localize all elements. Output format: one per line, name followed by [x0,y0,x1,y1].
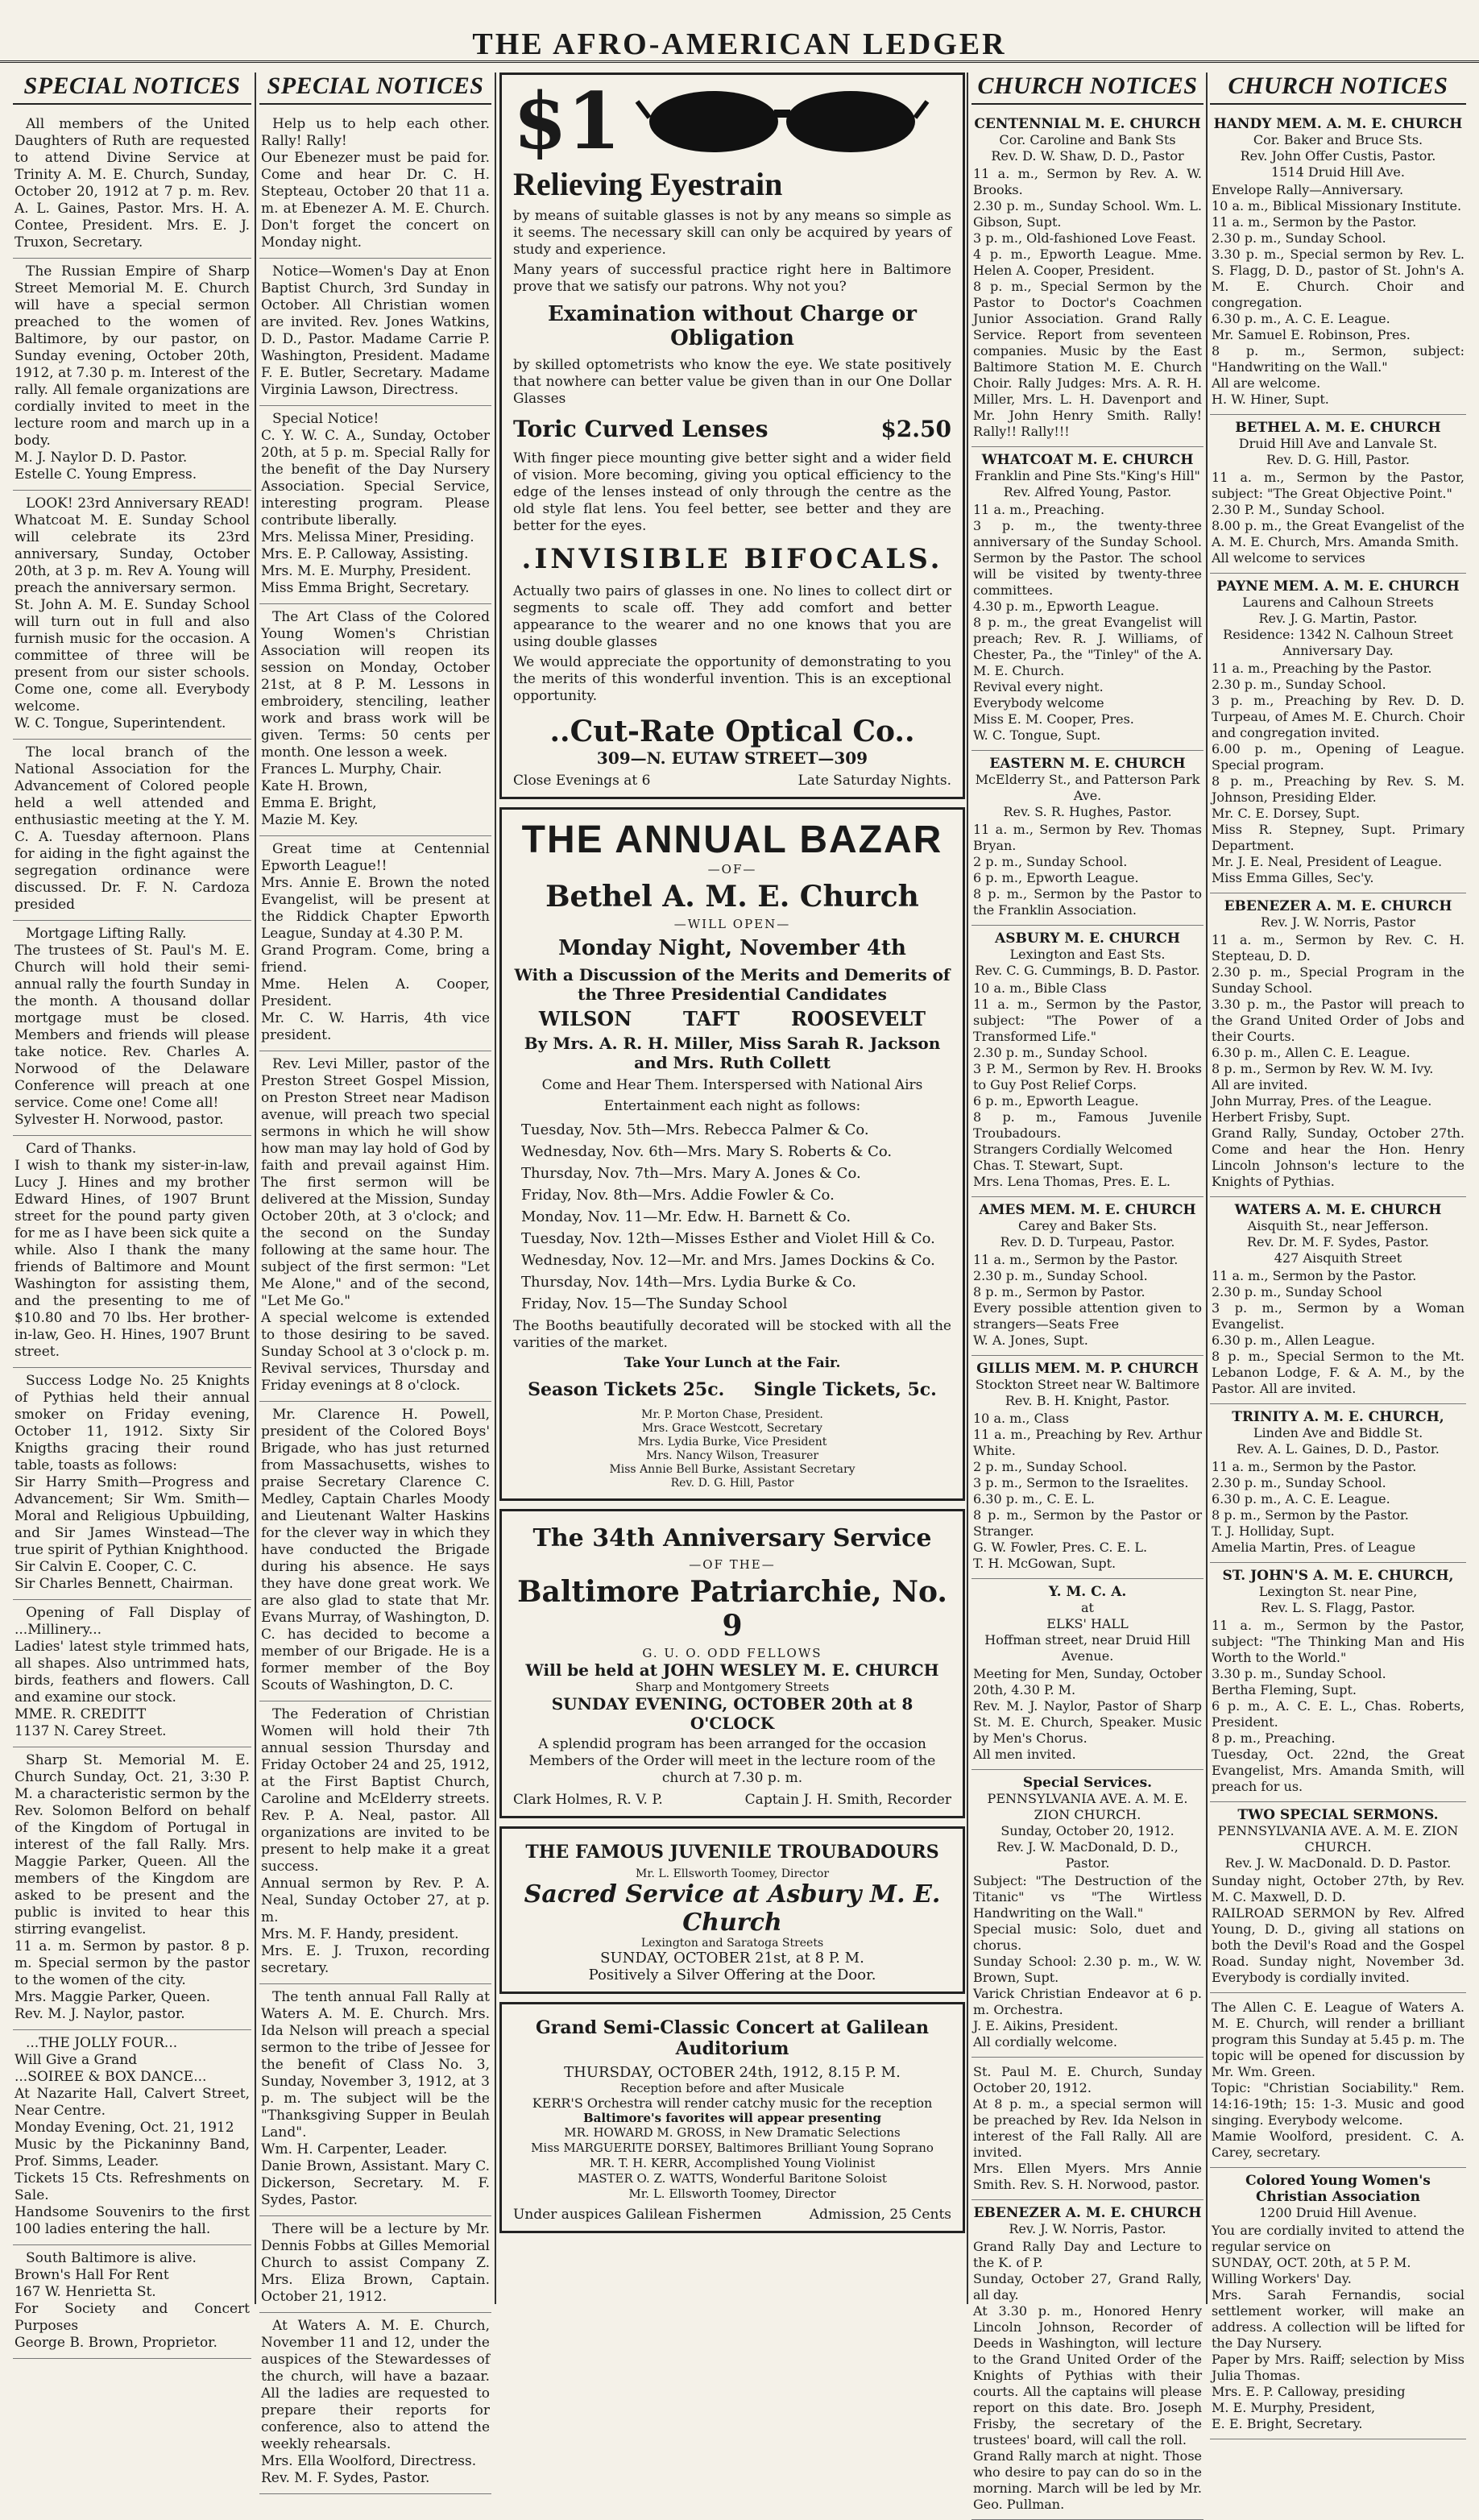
church-address: Druid Hill Ave and Lanvale St. Rev. D. G. Hill, Pastor. [1238,436,1438,467]
church-schedule: 11 a. m., Sermon by Rev. Thomas Bryan. 2 p. m., Sunday School. 6 p. m., Epworth League. 8 p. m., Sermon by the Pastor to the Franklin Association. [973,822,1202,918]
officers-list [513,1408,951,1490]
notice-item: South Baltimore is alive. Brown's Hall For Rent 167 W. Henrietta St. For Society and Concert Purposes George B. Brown, Proprietor. [13,2245,251,2359]
church-schedule: The Allen C. E. League of Waters A. M. E. Church, will render a brilliant program this Sunday at 5.45 p. m. The topic will be opened for discussion by Mr. Wm. Green. Topic: "Christian Sociability." Rem. 14:16-19th; 15: 1-3. Music and good singing. Everybody welcome. Mamie Woolford, president. C. A. Carey, secretary. [1212,2000,1464,2160]
ticket-row [513,1379,951,1400]
notice-item: Success Lodge No. 25 Knights of Pythias held their annual smoker on Friday evening, October 11, 1912. Sixty Sir Knigths gracing their round table, toasts as follows: Sir Harry Smith—Progress and Advancement; Sir Wm. Smith—Moral and Religious Upbuilding, and Sir James Winstead—The true spirit of Pythian Knighthood. Sir Calvin E. Cooper, C. C. Sir Charles Bennett, Chairman. [13,1368,251,1600]
column-header: CHURCH NOTICES [1210,73,1466,105]
candidate-list [513,1007,951,1030]
hours-left: Close Evenings at 6 [513,773,651,789]
church-notice [1210,1993,1466,2168]
officer-entry: Mrs. Grace Westcott, Secretary [642,1422,822,1435]
church-name: EBENEZER A. M. E. CHURCH [973,2205,1202,2221]
night-entry: Thursday, Nov. 7th—Mrs. Mary A. Jones & Co. [521,1165,861,1182]
church-address: Cor. Caroline and Bank Sts Rev. D. W. Shaw, D. D., Pastor [991,132,1184,164]
event-date: Monday Night, November 4th [558,936,906,960]
troubadours-advertisement [499,1826,965,1994]
performer-entry: MASTER O. Z. WATTS, Wonderful Baritone Soloist [578,2171,887,2186]
notice-list [13,111,251,2359]
church-name: EBENEZER A. M. E. CHURCH [1224,898,1452,914]
notice-item: LOOK! 23rd Anniversary READ! Whatcoat M. E. Sunday School will celebrate its 23rd anniversary, Sunday, October 20th, at 3 p. m. Rev A. Young will preach the anniversary sermon. St. John A. M. E. Sunday School will turn out in full and also furnish music for the occasion. A committee of three will be present from our sister schools. Come one, come all. Everybody welcome. W. C. Tongue, Superintendent. [13,491,251,740]
entertainment-label: Entertainment each night as follows: [603,1098,861,1114]
church-notice [1210,415,1466,574]
ad-subheading: Examination without Charge or Obligation [548,302,917,350]
church-name: ST. JOHN'S A. M. E. CHURCH, [1222,1568,1454,1584]
discussion-text: With a Discussion of the Merits and Demerits of the Three Presidential Candidates [514,965,951,1004]
church-address: Laurens and Calhoun Streets Rev. J. G. Martin, Pastor. Residence: 1342 N. Calhoun Street Anniversary Day. [1223,595,1453,658]
notice-item: Special Notice! C. Y. W. C. A., Sunday, October 20th, at 5 p. m. Special Rally for the benefit of the Day Nursery Association. Special Service, interesting program. Please contribute liberally. Mrs. Melissa Miner, Presiding. Mrs. E. P. Calloway, Assisting. Mrs. M. E. Murphy, President. Miss Emma Bright, Secretary. [259,406,491,604]
reception-text: Reception before and after Musicale [619,2081,845,2095]
column-header: SPECIAL NOTICES [13,73,251,105]
notice-item: At Waters A. M. E. Church, November 11 and 12, under the auspices of the Stewardesses of the church, will have a bazaar. All the ladies are requested to prepare their reports for conference, also to attend the weekly rehearsals. Mrs. Ella Woolford, Directress. Rev. M. F. Sydes, Pastor. [259,2313,491,2494]
church-schedule: 10 a. m., Bible Class 11 a. m., Sermon by the Pastor, subject: "The Power of a Transformed Life." 2.30 p. m., Sunday School. 3 P. M., Sermon by Rev. H. Brooks to Guy Post Relief Corps. 6 p. m., Epworth League. 8 p. m., Famous Juvenile Troubadours. Strangers Cordially Welcomed Chas. T. Stewart, Supt. Mrs. Lena Thomas, Pres. E. L. [973,980,1202,1189]
church-address: Franklin and Pine Sts."King's Hill" Rev. Alfred Young, Pastor. [975,468,1200,499]
church-notice [1210,1802,1466,1993]
church-address: Rev. J. W. Norris, Pastor [1261,914,1415,930]
church-schedule: 11 a. m., Sermon by the Pastor. 2.30 p. m., Sunday School 3 p. m., Sermon by a Woman Evangelist. 6.30 p. m., Allen League. 8 p. m., Special Sermon to the Mt. Lebanon Lodge, F. & A. M., by the Pastor. All are invited. [1212,1268,1464,1396]
church-notice [972,447,1204,751]
notice-item: Sharp St. Memorial M. E. Church Sunday, Oct. 21, 3:30 P. M. a characteristic sermon by the Rev. Solomon Belford on behalf of the Kingdom of Portugal in interest of the fall Rally. Mrs. Maggie Parker, Queen. All the members of the Kingdom are asked to be present and the public is invited to hear this stirring evangelist. 11 a. m. Sermon by pastor. 8 p. m. Special sermon by the pastor to the women of the city. Mrs. Maggie Parker, Queen. Rev. M. J. Naylor, pastor. [13,1747,251,2030]
church-address: Lexington St. near Pine, Rev. L. S. Flagg, Pastor. [1258,1584,1418,1615]
church-name: Colored Young Women's Christian Association [1245,2173,1431,2205]
lunch-text: Take Your Lunch at the Fair. [624,1355,841,1371]
church-notice [972,1197,1204,1356]
church-schedule: Envelope Rally—Anniversary. 10 a. m., Biblical Missionary Institute. 11 a. m., Sermon by the Pastor. 2.30 p. m., Sunday School. 3.30 p. m., Special sermon by Rev. L. S. Flagg, D. D., pastor of St. John's A. M. E. Church. Choir and congregation. 6.30 p. m., A. C. E. League. Mr. Samuel E. Robinson, Pres. 8 p. m., Sermon, subject: "Handwriting on the Wall." All are welcome. H. W. Hiner, Supt. [1212,182,1464,407]
ad-headline: The 34th Anniversary Service [532,1524,932,1552]
candidate-name: TAFT [683,1007,740,1030]
performer-entry: Miss MARGUERITE DORSEY, Baltimores Brilliant Young Soprano [531,2141,934,2155]
church-schedule: Grand Rally Day and Lecture to the K. of P. Sunday, October 27, Grand Rally, all day. At 3.30 p. m., Honored Henry Lincoln Johnson, Recorder of Deeds in Washington, will lecture to the Grand United Order of the Knights of Pythias with their courts. All the captains will please report on this date. Bro. Joseph Frisby, the secretary of the trustees' board, will call the roll. Grand Rally march at night. Those who desire to pay can do so in the morning. March will be led by Mr. Geo. Pullman. [973,2239,1202,2512]
notice-item: Great time at Centennial Epworth League!! Mrs. Annie E. Brown the noted Evangelist, will be present at the Riddick Chapter Epworth League, Sunday at 4.30 P. M. Grand Program. Come, bring a friend. Mme. Helen A. Cooper, President. Mr. C. W. Harris, 4th vice president. [259,836,491,1051]
notice-item: Mr. Clarence H. Powell, president of the Colored Boys' Brigade, who has just returned from Massachusetts, wishes to praise Secretary Clarence C. Medley, Captain Charles Moody and Lieutenant Walter Haskins for the clever way in which they have conducted the Brigade during his absence. He says they have done great work. We are also glad to state that Mr. Evans Murray, of Washington, D. C. has decided to become a member of our Brigade. He is a former member of the Boy Scouts of Washington, D. C. [259,1402,491,1701]
church-notice [1210,574,1466,893]
night-entry: Tuesday, Nov. 5th—Mrs. Rebecca Palmer & Co. [521,1121,869,1138]
ad-paragraph: Many years of successful practice right here in Baltimore prove that we satisfy our patrons. Why not you? [513,262,951,295]
church-name: PAYNE MEM. A. M. E. CHURCH [1216,578,1460,595]
ad-paragraph: Actually two pairs of glasses in one. No lines to collect dirt or segments to scale off. They add comfort and better appearance to the wearer and no one knows that you are using double glasses [513,583,951,650]
church-name: Special Services. [1022,1775,1153,1791]
church-schedule: 11 a. m., Sermon by the Pastor, subject: "The Thinking Man and His Worth to the World." 3.30 p. m., Sunday School. Bertha Fleming, Supt. 6 p. m., A. C. E. L., Chas. Roberts, President. 8 p. m., Preaching. Tuesday, Oct. 22nd, the Great Evangelist, Mrs. Amanda Smith, will preach for us. [1212,1618,1464,1794]
ad-headline: Grand Semi-Classic Concert at Galilean Auditorium [535,2017,930,2059]
church-list [972,111,1204,2520]
product-price: $2.50 [880,416,951,442]
officer-entry: Miss Annie Bell Burke, Assistant Secretary [609,1463,856,1476]
optical-advertisement [499,73,965,799]
church-address: Carey and Baker Sts. Rev. D. D. Turpeau, Pastor. [1000,1218,1175,1250]
signature-right: Captain J. H. Smith, Recorder [744,1792,951,1808]
night-entry: Wednesday, Nov. 12—Mr. and Mrs. James Dockins & Co. [521,1252,935,1269]
candidate-name: ROOSEVELT [790,1007,926,1030]
church-name: CENTENNIAL M. E. CHURCH [974,116,1201,132]
ad-paragraph: The Booths beautifully decorated will be stocked with all the varities of the market. [513,1318,951,1351]
church-address: Rev. J. W. Norris, Pastor. [1009,2221,1166,2236]
church-list [1210,111,1466,2439]
hours-row [513,773,951,789]
event-time: SUNDAY EVENING, OCTOBER 20th at 8 O'CLOCK [551,1694,914,1733]
auspices: Under auspices Galilean Fishermen [513,2207,762,2223]
officer-entry: Mr. P. Morton Chase, President. [641,1408,823,1421]
church-notices-column-1 [972,73,1204,2512]
come-text: Come and Hear Them. Interspersed with National Airs [541,1077,923,1093]
director: Mr. L. Ellsworth Toomey, Director [635,1867,830,1880]
night-entry: Thursday, Nov. 14th—Mrs. Lydia Burke & Co. [521,1274,857,1291]
column-header: SPECIAL NOTICES [259,73,491,105]
event-time: SUNDAY, OCTOBER 21st, at 8 P. M. [600,1950,864,1967]
church-name: WHATCOAT M. E. CHURCH [981,452,1194,468]
church-schedule: Subject: "The Destruction of the Titanic" vs "The Wirtless Handwriting on the Wall." Special music: Solo, duet and chorus. Sunday School: 2.30 p. m., W. W. Brown, Supt. Varick Christian Endeavor at 6 p. m. Orchestra. J. E. Aikins, President. All cordially welcome. [973,1873,1202,2050]
church-notice [1210,1197,1466,1404]
church-schedule: You are cordially invited to attend the regular service on SUNDAY, OCT. 20th, at 5 P. M. Willing Workers' Day. Mrs. Sarah Fernandis, social settlement worker, will make an address. A collection will be lifted for the Day Nursery. Paper by Mrs. Raiff; selection by Miss Julia Thomas. Mrs. E. P. Calloway, presiding M. E. Murphy, President, E. E. Bright, Secretary. [1212,2223,1464,2431]
church-schedule: 11 a. m., Preaching. 3 p. m., the twenty-three anniversary of the Sunday School. Sermon by the Pastor. The school will be visited by twenty-three committees. 4.30 p. m., Epworth League. 8 p. m., the great Evangelist will preach; Rev. R. J. Williams, of Chester, Pa., the "Tinley" of the A. M. E. Church. Revival every night. Everybody welcome Miss E. M. Cooper, Pres. W. C. Tongue, Supt. [973,502,1202,743]
admission-row [513,2207,951,2223]
column-header: CHURCH NOTICES [972,73,1204,105]
church-name: GILLIS MEM. M. P. CHURCH [976,1361,1199,1377]
venue-streets: Sharp and Montgomery Streets [635,1680,830,1694]
notice-item: There will be a lecture by Mr. Dennis Fobbs at Gilles Memorial Church to assist Company Z. Mrs. Eliza Brown, Captain. October 21, 1912. [259,2216,491,2313]
notice-item: The Russian Empire of Sharp Street Memorial M. E. Church will have a special sermon preached to the women of Baltimore, by our pastor, on Sunday evening, October 20th, 1912, at 7.30 p. m. Interest of the rally. All female organizations are cordially invited to meet in the lecture room and march up in a body. M. J. Naylor D. D. Pastor. Estelle C. Young Empress. [13,259,251,491]
masthead [0,0,1479,63]
church-notice [972,751,1204,926]
notice-item: The Federation of Christian Women will hold their 7th annual session Thursday and Friday October 24 and 25, 1912, at the First Baptist Church, Caroline and McElderry streets. Rev. P. A. Neal, pastor. All organizations are invited to be present to help make it a great success. Annual sermon by Rev. P. A. Neal, Sunday October 27, at p. m. Mrs. M. F. Handy, president. Mrs. E. J. Truxon, recording secretary. [259,1701,491,1984]
ad-separator: —WILL OPEN— [673,917,791,931]
notice-item: Opening of Fall Display of ...Millinery... Ladies' latest style trimmed hats, all shapes. Also untrimmed hats, birds, feathers and flowers. Call and examine our stock. MME. R. CREDITT 1137 N. Carey Street. [13,1600,251,1747]
concert-advertisement [499,2002,965,2233]
church-notice [972,2058,1204,2200]
church-schedule: 11 a. m., Sermon by the Pastor, subject: "The Great Objective Point." 2.30 P. M., Sunday School. 8.00 p. m., the Great Evangelist of the A. M. E. Church, Mrs. Amanda Smith. All welcome to services [1212,470,1464,566]
newspaper-title: THE AFRO-AMERICAN LEDGER [472,27,1007,61]
officer-entry: Mrs. Lydia Burke, Vice President [637,1436,827,1449]
ad-paragraph: by means of suitable glasses is not by any means so simple as it seems. The necessary skill can only be acquired by years of study and experience. [513,208,951,258]
church-notice [972,1579,1204,1770]
church-name: HANDY MEM. A. M. E. CHURCH [1213,116,1463,132]
favorites-text: Baltimore's favorites will appear presenting [582,2111,882,2125]
church-address: Stockton Street near W. Baltimore Rev. B. H. Knight, Pastor. [975,1377,1200,1408]
church-name: TWO SPECIAL SERMONS. [1237,1807,1439,1823]
notice-item: Card of Thanks. I wish to thank my sister-in-law, Lucy J. Hines and my brother Edward Hines, of 1907 Brunt street for the pound party given for me as I have been sick quite a while. Also I thank the many friends of Baltimore and Mount Washington for assisting them, and the presenting to me of $10.80 and 70 lbs. Her brother-in-law, Geo. H. Hines, 1907 Brunt street. [13,1136,251,1368]
performer-list [513,2125,951,2202]
church-notice [1210,2168,1466,2439]
church-address: at ELKS' HALL Hoffman street, near Druid Hill Avenue. [984,1600,1191,1664]
church-schedule: Sunday night, October 27th, by Rev. M. C. Maxwell, D. D. RAILROAD SERMON by Rev. Alfred Young, D. D., giving all stations on both the Devil's Road and the Gospel Road. Sunday night, November 3d. Everybody is cordially invited. [1212,1873,1464,1985]
church-name: Y. M. C. A. [1048,1584,1127,1600]
candidate-name: WILSON [538,1007,632,1030]
signatures [513,1792,951,1808]
performer-entry: Mr. L. Ellsworth Toomey, Director [628,2186,836,2201]
special-notices-column-1 [13,73,251,2351]
venue: Will be held at JOHN WESLEY M. E. CHURCH [525,1660,939,1680]
church-address: McElderry St., and Patterson Park Ave. Rev. S. R. Hughes, Pastor. [975,772,1200,819]
notice-item: The Art Class of the Colored Young Women's Christian Association will reopen its session on Monday, October 21st, at 8 P. M. Lessons in embroidery, stenciling, leather work and brass work will be given. Terms: 50 cents per month. One lesson a week. Frances L. Murphy, Chair. Kate H. Brown, Emma E. Bright, Mazie M. Key. [259,604,491,836]
company-address: 309—N. EUTAW STREET—309 [596,748,868,768]
church-notice [972,1356,1204,1579]
ad-separator: —OF— [707,862,757,877]
organization-name: Baltimore Patriarchie, No. 9 [517,1575,947,1643]
church-notice [972,926,1204,1197]
orchestra-text: KERR'S Orchestra will render catchy music for the reception [532,2095,933,2111]
church-name: EASTERN M. E. CHURCH [989,756,1186,772]
night-entry: Wednesday, Nov. 6th—Mrs. Mary S. Roberts & Co. [521,1143,893,1160]
church-schedule: 11 a. m., Sermon by Rev. C. H. Stepteau, D. D. 2.30 p. m., Special Program in the Sunday School. 3.30 p. m., the Pastor will preach to the Grand United Order of Jobs and their Courts. 6.30 p. m., Allen C. E. League. 8 p. m., Sermon by Rev. W. M. Ivy. All are invited. John Murray, Pres. of the League. Herbert Frisby, Supt. Grand Rally, Sunday, October 27th. Come and hear the Hon. Henry Lincoln Johnson's lecture to the Knights of Pythias. [1212,932,1464,1189]
ad-headline: THE FAMOUS JUVENILE TROUBADOURS [525,1842,939,1863]
column-rule [1206,73,1208,2304]
night-entry: Friday, Nov. 8th—Mrs. Addie Fowler & Co. [521,1187,835,1204]
church-schedule: 10 a. m., Class 11 a. m., Preaching by Rev. Arthur White. 2 p. m., Sunday School. 3 p. m., Sermon to the Israelites. 6.30 p. m., C. E. L. 8 p. m., Sermon by the Pastor or Stranger. G. W. Fowler, Pres. C. E. L. T. H. McGowan, Supt. [973,1411,1202,1571]
church-address: PENNSYLVANIA AVE. A. M. E. ZION CHURCH. Rev. J. W. MacDonald. D. D. Pastor. [1217,1823,1459,1871]
church-name: Bethel A. M. E. Church [545,880,919,914]
column-rule [255,73,256,2304]
church-notice [1210,1404,1466,1563]
night-entry: Friday, Nov. 15—The Sunday School [521,1295,788,1312]
church-notice [972,2200,1204,2520]
church-name: BETHEL A. M. E. CHURCH [1235,420,1441,436]
column-rule [967,73,968,2304]
season-ticket: Season Tickets 25c. [528,1379,725,1400]
notice-item: The local branch of the National Association for the Advancement of Colored people held a well attended and enthusiastic meeting at the Y. M. C. A. Tuesday afternoon. Plans for aiding in the fight against the segregation ordinance were discussed. Dr. F. N. Cardoza presided [13,740,251,921]
ad-paragraph: by skilled optometrists who know the eye. We state positively that nowhere can better value be given than in our One Dollar Glasses [513,357,951,407]
performer-entry: MR. HOWARD M. GROSS, in New Dramatic Selections [564,2125,901,2140]
church-notice [972,111,1204,447]
night-entry: Monday, Nov. 11—Mr. Edw. H. Barnett & Co. [521,1208,851,1225]
ad-subheading: .INVISIBLE BIFOCALS. [521,543,943,575]
church-schedule: 11 a. m., Sermon by the Pastor. 2.30 p. m., Sunday School. 6.30 p. m., A. C. E. League. 8 p. m., Sermon by the Pastor. T. J. Holliday, Supt. Amelia Martin, Pres. of League [1212,1459,1417,1555]
event-time: THURSDAY, OCTOBER 24th, 1912, 8.15 P. M. [564,2064,901,2081]
bazar-advertisement [499,807,965,1501]
ad-headline: Relieving Eyestrain [513,166,783,202]
single-ticket: Single Tickets, 5c. [753,1379,937,1400]
ad-headline: THE ANNUAL BAZAR [521,819,943,861]
product-label: Toric Curved Lenses [513,416,768,442]
church-name: WATERS A. M. E. CHURCH [1234,1202,1442,1218]
church-schedule: St. Paul M. E. Church, Sunday October 20, 1912. At 8 p. m., a special sermon will be preached by Rev. Ida Nelson in interest of the Fall Rally. All are invited. Mrs. Ellen Myers. Mrs Annie Smith. Rev. S. H. Norwood, pastor. [973,2064,1202,2192]
officer-entry: Mrs. Nancy Wilson, Treasurer [645,1449,819,1462]
church-notice [1210,111,1466,415]
church-notice [1210,893,1466,1197]
signature-left: Clark Holmes, R. V. P. [513,1792,663,1808]
church-schedule: 11 a. m., Preaching by the Pastor. 2.30 p. m., Sunday School. 3 p. m., Preaching by Rev. D. D. Turpeau, of Ames M. E. Church. Choir and congregation invited. 6.00 p. m., Opening of League. Special program. 8 p. m., Preaching by Rev. S. M. Johnson, Presiding Elder. Mr. C. E. Dorsey, Supt. Miss R. Stepney, Supt. Primary Department. Mr. J. E. Neal, President of League. Miss Emma Gilles, Sec'y. [1212,661,1464,885]
church-notices-column-2 [1210,73,1466,2431]
odd-fellows-advertisement [499,1509,965,1818]
performer-entry: MR. T. H. KERR, Accomplished Young Violinist [589,2156,876,2170]
church-schedule: Meeting for Men, Sunday, October 20th, 4.30 P. M. Rev. M. J. Naylor, Pastor of Sharp St. M. E. Church, Speaker. Music by Men's Chorus. All men invited. [973,1666,1202,1762]
notice-item: Rev. Levi Miller, pastor of the Preston Street Gospel Mission, on Preston Street near Madison avenue, will preach two special sermons in which he will show how man may lay hold of God by faith and prevail against Him. The first sermon will be delivered at the Mission, Sunday October 20th, at 3 o'clock; and the second on the Sunday following at the same hour. The subject of the first sermon: "Let Me Alone," and of the second, "Let Me Go." A special welcome is extended to those desiring to be saved. Sunday School at 3 o'clock p. m. Revival services, Thursday and Friday evenings at 8 o'clock. [259,1051,491,1402]
venue-streets: Lexington and Saratoga Streets [640,1937,824,1950]
ad-paragraph: With finger piece mounting give better sight and a wider field of vision. More becoming, giving you optical efficiency to the edge of the lenses instead of only through the centre as the old style flat lens. You feel better, see better and they are better for the eyes. [513,450,951,534]
notice-item: All members of the United Daughters of Ruth are requested to attend Divine Service at Trinity A. M. E. Church, Sunday, October 20, 1912 at 7 p. m. Rev. A. L. Gaines, Pastor. Mrs. H. A. Contee, President. Mrs. E. J. Truxon, Secretary. [13,111,251,259]
church-name: AMES MEM. M. E. CHURCH [979,1202,1196,1218]
church-address: Cor. Baker and Bruce Sts. Rev. John Offer Custis, Pastor. 1514 Druid Hill Ave. [1240,132,1436,180]
church-address: Linden Ave and Biddle St. Rev. A. L. Gaines, D. D., Pastor. [1237,1425,1440,1457]
church-address: PENNSYLVANIA AVE. A. M. E. ZION CHURCH. Sunday, October 20, 1912. Rev. J. W. MacDonald, D. D., Pastor. [987,1791,1188,1871]
notice-item: ...THE JOLLY FOUR... Will Give a Grand ...SOIREE & BOX DANCE... At Nazarite Hall, Calvert Street, Near Centre. Monday Evening, Oct. 21, 1912 Music by the Pickaninny Band, Prof. Simms, Leader. Tickets 15 Cts. Refreshments on Sale. Handsome Souvenirs to the first 100 ladies entering the hall. [13,2030,251,2245]
notice-list [259,111,491,2494]
hours-right: Late Saturday Nights. [798,773,951,789]
church-schedule: 11 a. m., Sermon by the Pastor. 2.30 p. m., Sunday School. 8 p. m., Sermon by Pastor. Every possible attention given to strangers—Seats Free W. A. Jones, Supt. [973,1252,1202,1348]
ad-paragraph: A splendid program has been arranged for the occasion Members of the Order will meet in the lecture room of the church at 7.30 p. m. [528,1736,936,1786]
column-rule [495,73,496,2304]
offering-text: Positively a Silver Offering at the Door. [588,1967,876,1983]
officer-entry: Rev. D. G. Hill, Pastor [670,1477,794,1490]
church-schedule: 11 a. m., Sermon by Rev. A. W. Brooks. 2.30 p. m., Sunday School. Wm. L. Gibson, Supt. 3 p. m., Old-fashioned Love Feast. 4 p. m., Epworth League. Mme. Helen A. Cooper, President. 8 p. m., Special Sermon by the Pastor to Doctor's Coachmen Junior Association. Grand Rally Service. Report from seventeen companies. Music by the East Baltimore Station M. E. Church Choir. Rally Judges: Mrs. A. R. H. Miller, Mrs. L. H. Davenport and Mr. John Henry Smith. Rally! Rally!! Rally!!! [973,166,1202,439]
notice-item: Notice—Women's Day at Enon Baptist Church, 3rd Sunday in October. All Christian women are invited. Rev. Jones Watkins, D. D., Pastor. Madame Carrie P. Washington, President. Madame F. E. Butler, Secretary. Madame Virginia Lawson, Directress. [259,259,491,406]
notice-item: The tenth annual Fall Rally at Waters A. M. E. Church. Mrs. Ida Nelson will preach a special sermon to the tribe of Jessee for the benefit of Class No. 3, Sunday, November 3, 1912, at 3 p. m. The subject will be the "Thanksgiving Supper in Beulah Land". Wm. H. Carpenter, Leader. Danie Brown, Assistant. Mary C. Dickerson, Secretary. M. F. Sydes, Pastor. [259,1984,491,2216]
church-name: TRINITY A. M. E. CHURCH, [1232,1409,1444,1425]
price-dollar: $1 [513,76,621,167]
notice-item: Help us to help each other. Rally! Rally! Our Ebenezer must be paid for. Come and hear Dr. C. H. Stepteau, October 20 that 11 a. m. at Ebenezer A. M. E. Church. Don't forget the concert on Monday night. [259,111,491,259]
church-notice [972,1770,1204,2058]
company-name: ..Cut-Rate Optical Co.. [549,715,915,748]
church-address: Lexington and East Sts. Rev. C. G. Cummings, B. D. Pastor. [975,947,1200,978]
advertisement-column [499,73,965,2304]
church-name: ASBURY M. E. CHURCH [995,930,1180,947]
ad-separator: —OF THE— [689,1557,776,1572]
notice-item: Mortgage Lifting Rally. The trustees of St. Paul's M. E. Church will hold their semi-annual rally the fourth Sunday in the month. A thousand dollar mortgage must be closed. Members and friends will please take notice. Rev. Charles A. Norwood of the Delaware Conference will preach at one service. Come one! Come all! Sylvester H. Norwood, pastor. [13,921,251,1136]
church-notice [1210,1563,1466,1802]
service-title: Sacred Service at Asbury M. E. Church [524,1880,941,1937]
nights-list [513,1119,951,1315]
eyeglasses-icon [637,85,927,158]
church-address: Aisquith St., near Jefferson. Rev. Dr. M. F. Sydes, Pastor. 427 Aisquith Street [1247,1218,1429,1266]
price-row [513,416,951,442]
night-entry: Tuesday, Nov. 12th—Misses Esther and Violet Hill & Co. [521,1230,935,1247]
ad-paragraph: We would appreciate the opportunity of demonstrating to you the merits of this wonderful invention. This is an exceptional opportunity. [513,654,951,704]
speakers: By Mrs. A. R. H. Miller, Miss Sarah R. Jackson and Mrs. Ruth Collett [524,1034,941,1072]
church-address: 1200 Druid Hill Avenue. [1259,2205,1417,2220]
admission-price: Admission, 25 Cents [809,2207,951,2223]
organization-subtitle: G. U. O. ODD FELLOWS [642,1646,822,1660]
special-notices-column-2 [259,73,491,2486]
